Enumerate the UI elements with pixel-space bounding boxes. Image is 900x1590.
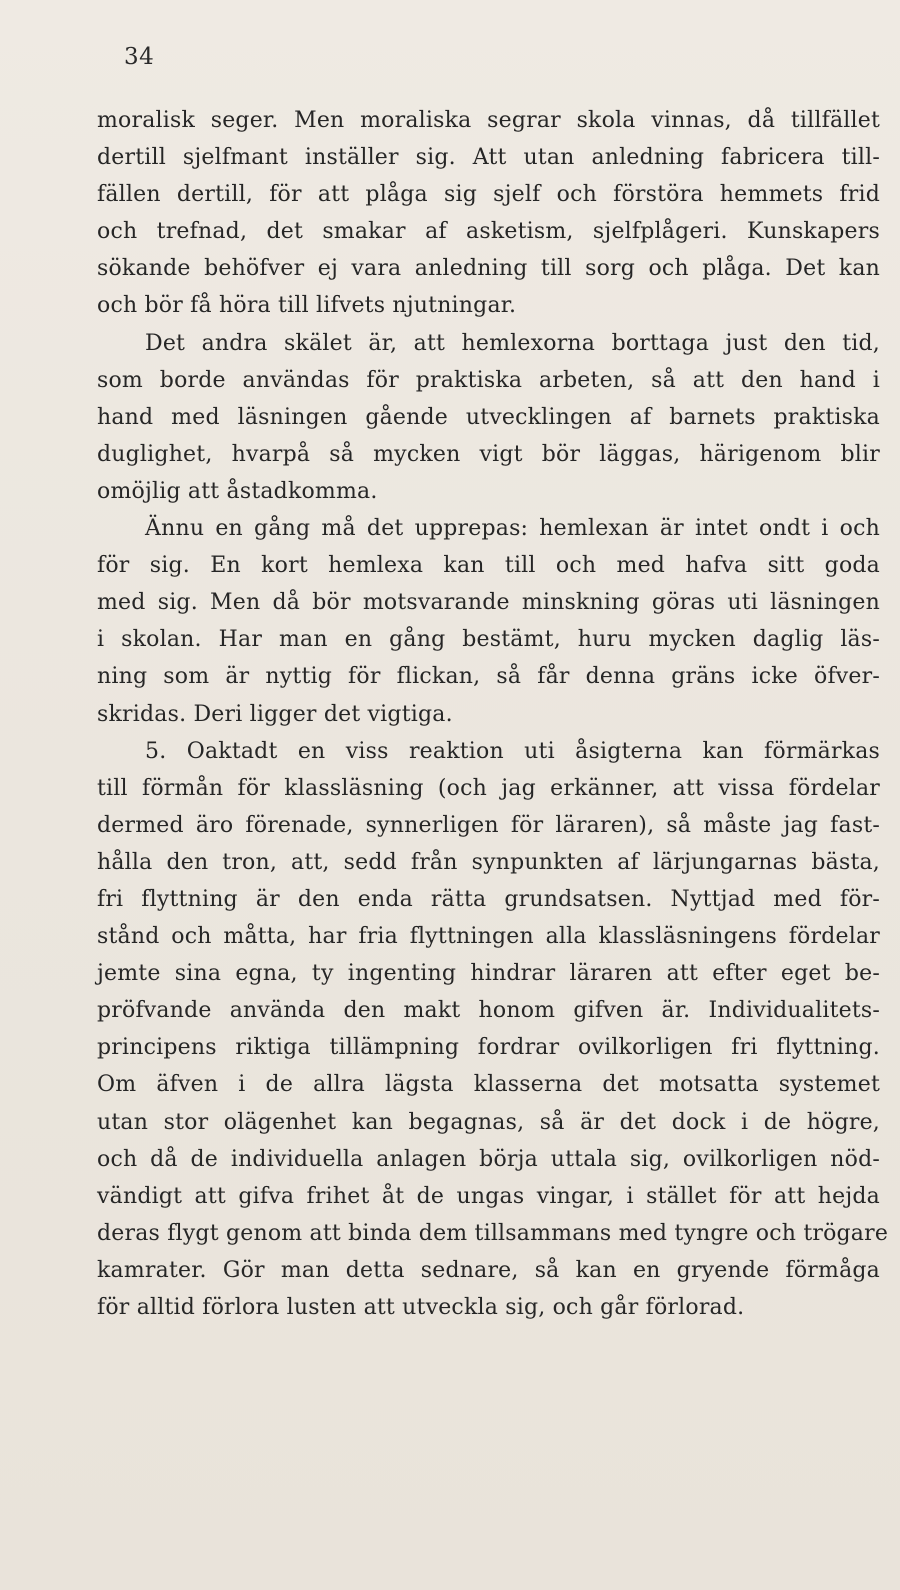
page-number: 34 xyxy=(124,44,155,70)
text-line: och bör få höra till lifvets njutningar. xyxy=(97,293,517,319)
body-text xyxy=(97,102,889,1326)
text-line: moralisk seger. Men moraliska segrar skola vinnas, då tillfället xyxy=(97,108,880,133)
text-line: fri flyttning är den enda rätta grundsatsen. Nyttjad med för- xyxy=(97,886,880,912)
text-line: och då de individuella anlagen börja uttala sig, ovilkorligen nöd- xyxy=(97,1146,880,1172)
text-line: sökande behöfver ej vara anledning till sorg och plåga. Det kan xyxy=(97,256,880,282)
text-line: till förmån för klassläsning (och jag erkänner, att vissa fördelar xyxy=(97,775,880,801)
text-line: för sig. En kort hemlexa kan till och med hafva sitt goda xyxy=(97,553,880,579)
text-line: duglighet, hvarpå så mycken vigt bör läggas, härigenom blir xyxy=(97,441,880,467)
text-line: dermed äro förenade, synnerligen för läraren), så måste jag fast- xyxy=(97,812,880,838)
text-line: kamrater. Gör man detta sednare, så kan en gryende förmåga xyxy=(97,1257,880,1283)
text-line: stånd och måtta, har fria flyttningen alla klassläsningens fördelar xyxy=(97,924,880,950)
text-line: fällen dertill, för att plåga sig sjelf och förstöra hemmets frid xyxy=(97,182,880,208)
text-line: hålla den tron, att, sedd från synpunkten af lärjungarnas bästa, xyxy=(97,849,880,875)
text-line: som borde användas för praktiska arbeten, så att den hand i xyxy=(97,367,880,393)
text-line: omöjlig att åstadkomma. xyxy=(97,478,378,504)
text-line: 5. Oaktadt en viss reaktion uti åsigterna kan förmärkas xyxy=(145,738,880,764)
text-line: hand med läsningen gående utvecklingen af barnets praktiska xyxy=(97,404,880,430)
text-line: Ännu en gång må det upprepas: hemlexan är intet ondt i och xyxy=(145,516,880,542)
text-line: pröfvande använda den makt honom gifven är. Individualitets- xyxy=(97,998,880,1024)
text-line: och trefnad, det smakar af asketism, sjelfplågeri. Kunskapers xyxy=(97,219,880,245)
text-line: dertill sjelfmant inställer sig. Att utan anledning fabricera till- xyxy=(97,145,880,171)
text-line: Om äfven i de allra lägsta klasserna det motsatta systemet xyxy=(97,1072,880,1098)
text-line: jemte sina egna, ty ingenting hindrar läraren att efter eget be- xyxy=(97,961,880,987)
text-line: för alltid förlora lusten att utveckla sig, och går förlorad. xyxy=(97,1295,745,1320)
text-line: utan stor olägenhet kan begagnas, så är det dock i de högre, xyxy=(97,1109,880,1135)
text-line: ning som är nyttig för flickan, så får denna gräns icke öfver- xyxy=(97,664,880,690)
text-line: vändigt att gifva frihet åt de ungas vingar, i stället för att hejda xyxy=(97,1183,880,1209)
text-line: deras flygt genom att binda dem tillsammans med tyngre och trögare xyxy=(97,1220,889,1246)
text-line: med sig. Men då bör motsvarande minskning göras uti läsningen xyxy=(97,590,880,616)
text-line: skridas. Deri ligger det vigtiga. xyxy=(97,701,453,727)
text-line: Det andra skälet är, att hemlexorna borttaga just den tid, xyxy=(145,330,880,356)
text-line: principens riktiga tillämpning fordrar ovilkorligen fri flyttning. xyxy=(97,1035,880,1061)
text-line: i skolan. Har man en gång bestämt, huru mycken daglig läs- xyxy=(97,627,880,653)
